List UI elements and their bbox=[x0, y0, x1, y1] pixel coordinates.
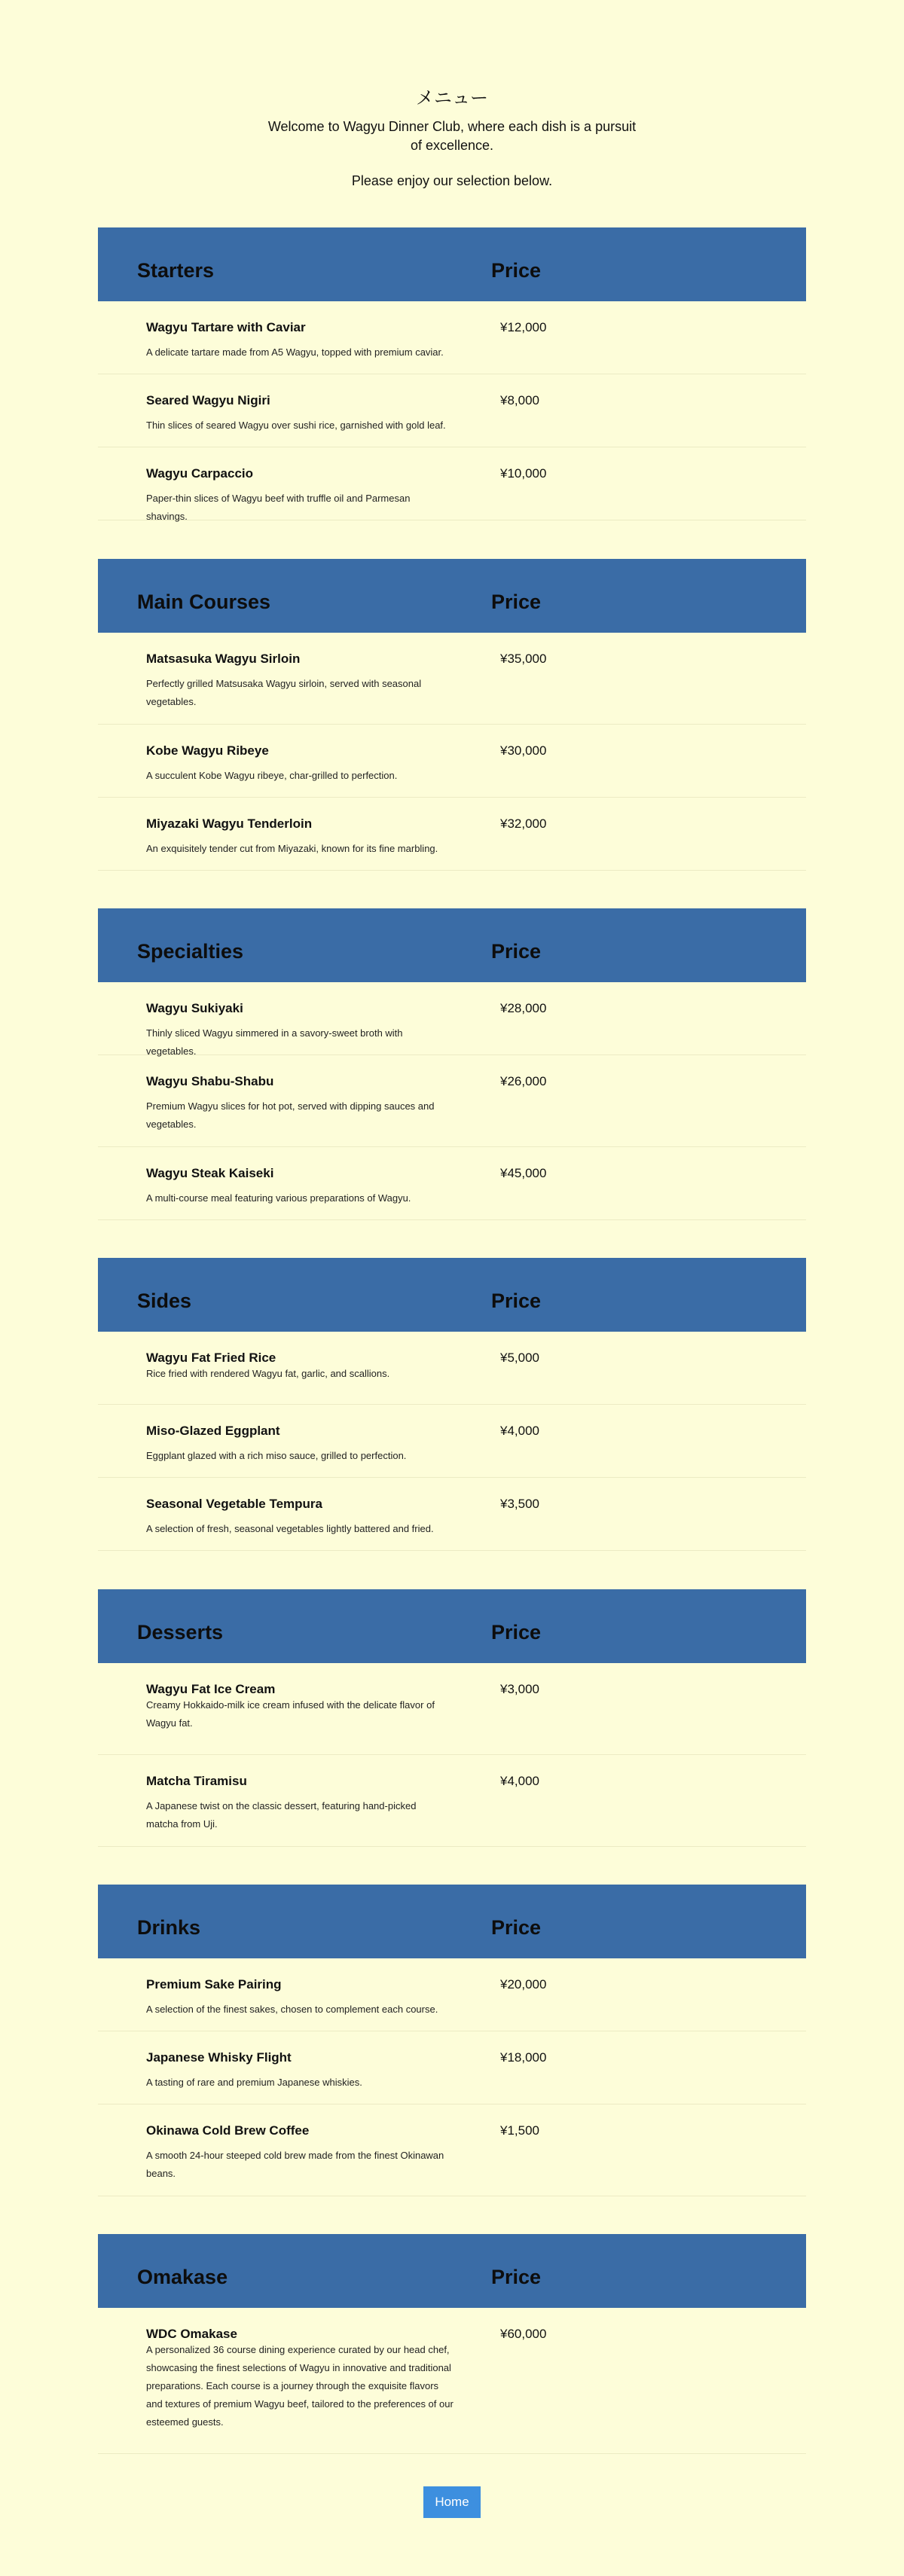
item-price: ¥3,000 bbox=[500, 1682, 539, 1696]
item-description: Premium Wagyu slices for hot pot, served with dipping sauces and vegetables. bbox=[146, 1100, 435, 1130]
section-omakase bbox=[98, 2234, 806, 2454]
menu-item bbox=[98, 633, 806, 725]
item-price: ¥35,000 bbox=[500, 652, 547, 666]
item-name: Premium Sake Pairing bbox=[146, 1977, 282, 1992]
item-name: Wagyu Carpaccio bbox=[146, 466, 254, 481]
section-header bbox=[98, 2234, 806, 2308]
section-header bbox=[98, 227, 806, 301]
item-name: Matsasuka Wagyu Sirloin bbox=[146, 652, 301, 666]
menu-item bbox=[98, 1405, 806, 1478]
item-name: Wagyu Fat Fried Rice bbox=[146, 1351, 276, 1365]
section-specialties bbox=[98, 908, 806, 1220]
item-price: ¥4,000 bbox=[500, 1424, 539, 1438]
section-sides bbox=[98, 1258, 806, 1551]
welcome-text: Welcome to Wagyu Dinner Club, where each dish is a pursuit of excellence. bbox=[267, 119, 637, 153]
section-header bbox=[98, 1589, 806, 1663]
item-name: Wagyu Sukiyaki bbox=[146, 1001, 243, 1015]
item-price: ¥26,000 bbox=[500, 1074, 547, 1088]
item-description: A smooth 24-hour steeped cold brew made from the finest Okinawan beans. bbox=[146, 2150, 444, 2179]
item-description: A delicate tartare made from A5 Wagyu, topped with premium caviar. bbox=[146, 346, 444, 358]
item-name: Miyazaki Wagyu Tenderloin bbox=[146, 816, 313, 831]
section-drinks bbox=[98, 1885, 806, 2196]
item-name: Seasonal Vegetable Tempura bbox=[146, 1497, 322, 1511]
item-description: Thin slices of seared Wagyu over sushi rice, garnished with gold leaf. bbox=[146, 420, 446, 431]
menu-item bbox=[98, 982, 806, 1055]
menu-item bbox=[98, 1055, 806, 1147]
item-name: Wagyu Shabu-Shabu bbox=[146, 1074, 274, 1088]
section-desserts bbox=[98, 1589, 806, 1847]
price-column-label: Price bbox=[491, 1290, 542, 1312]
menu-title: メニュー bbox=[416, 88, 488, 108]
item-name: Wagyu Fat Ice Cream bbox=[146, 1682, 276, 1696]
section-header bbox=[98, 1885, 806, 1958]
menu-item bbox=[98, 1147, 806, 1220]
item-price: ¥60,000 bbox=[500, 2327, 547, 2341]
item-description: A multi-course meal featuring various preparations of Wagyu. bbox=[146, 1192, 411, 1204]
menu-item bbox=[98, 301, 806, 374]
menu-item bbox=[98, 374, 806, 447]
item-description: An exquisitely tender cut from Miyazaki, known for its fine marbling. bbox=[146, 843, 438, 854]
menu-item bbox=[98, 2308, 806, 2454]
item-price: ¥8,000 bbox=[500, 393, 539, 407]
item-description: A personalized 36 course dining experience curated by our head chef, showcasing the finest selections of Wagyu in innovative and traditional preparations. Each course is a journey through the exquisite flavors and textures of premium Wagyu beef, tailored to the preferences of our esteemed guests. bbox=[146, 2344, 454, 2428]
menu-item bbox=[98, 1478, 806, 1551]
menu-item bbox=[98, 1663, 806, 1755]
price-column-label: Price bbox=[491, 1916, 542, 1939]
item-price: ¥1,500 bbox=[500, 2123, 539, 2138]
item-price: ¥30,000 bbox=[500, 743, 547, 758]
price-column-label: Price bbox=[491, 1621, 542, 1644]
item-name: Seared Wagyu Nigiri bbox=[146, 393, 270, 407]
section-header bbox=[98, 908, 806, 982]
enjoy-text: Please enjoy our selection below. bbox=[351, 173, 553, 188]
home-button[interactable]: Home bbox=[423, 2486, 481, 2518]
price-column-label: Price bbox=[491, 259, 542, 282]
item-description: A selection of fresh, seasonal vegetables lightly battered and fried. bbox=[146, 1523, 434, 1534]
item-price: ¥10,000 bbox=[500, 466, 547, 481]
section-starters bbox=[98, 227, 806, 520]
item-name: Wagyu Steak Kaiseki bbox=[146, 1166, 274, 1180]
item-name: Okinawa Cold Brew Coffee bbox=[146, 2123, 310, 2138]
price-column-label: Price bbox=[491, 2266, 542, 2288]
menu-item bbox=[98, 2031, 806, 2104]
item-price: ¥3,500 bbox=[500, 1497, 539, 1511]
menu-item bbox=[98, 1332, 806, 1405]
item-description: Creamy Hokkaido-milk ice cream infused with the delicate flavor of Wagyu fat. bbox=[146, 1699, 435, 1729]
price-column-label: Price bbox=[491, 591, 542, 613]
item-price: ¥18,000 bbox=[500, 2050, 547, 2065]
price-column-label: Price bbox=[491, 940, 542, 963]
item-price: ¥20,000 bbox=[500, 1977, 547, 1992]
item-price: ¥28,000 bbox=[500, 1001, 547, 1015]
section-main-courses bbox=[98, 559, 806, 871]
item-price: ¥5,000 bbox=[500, 1351, 539, 1365]
section-title: Specialties bbox=[137, 940, 244, 963]
item-description: Perfectly grilled Matsusaka Wagyu sirloin, served with seasonal vegetables. bbox=[146, 678, 422, 707]
section-title: Main Courses bbox=[137, 591, 271, 613]
section-title: Desserts bbox=[137, 1621, 224, 1644]
item-name: Kobe Wagyu Ribeye bbox=[146, 743, 269, 758]
item-price: ¥45,000 bbox=[500, 1166, 547, 1180]
menu-item bbox=[98, 725, 806, 798]
item-price: ¥4,000 bbox=[500, 1774, 539, 1788]
item-description: Paper-thin slices of Wagyu beef with truffle oil and Parmesan shavings. bbox=[146, 493, 411, 522]
item-price: ¥32,000 bbox=[500, 816, 547, 831]
item-description: A selection of the finest sakes, chosen to complement each course. bbox=[146, 2004, 438, 2015]
section-title: Omakase bbox=[137, 2266, 228, 2288]
item-description: A Japanese twist on the classic dessert, featuring hand-picked matcha from Uji. bbox=[146, 1800, 417, 1830]
item-description: Rice fried with rendered Wagyu fat, garlic, and scallions. bbox=[146, 1368, 390, 1379]
section-title: Drinks bbox=[137, 1916, 201, 1939]
item-price: ¥12,000 bbox=[500, 320, 547, 334]
menu-item bbox=[98, 447, 806, 520]
item-description: A tasting of rare and premium Japanese whiskies. bbox=[146, 2077, 362, 2088]
item-name: Matcha Tiramisu bbox=[146, 1774, 247, 1788]
item-description: A succulent Kobe Wagyu ribeye, char-grilled to perfection. bbox=[146, 770, 398, 781]
menu-item bbox=[98, 1958, 806, 2031]
section-title: Sides bbox=[137, 1290, 192, 1312]
item-description: Thinly sliced Wagyu simmered in a savory-sweet broth with vegetables. bbox=[146, 1027, 403, 1057]
menu-item bbox=[98, 2104, 806, 2196]
item-description: Eggplant glazed with a rich miso sauce, grilled to perfection. bbox=[146, 1450, 407, 1461]
item-name: Miso-Glazed Eggplant bbox=[146, 1424, 280, 1438]
item-name: Wagyu Tartare with Caviar bbox=[146, 320, 306, 334]
menu-item bbox=[98, 798, 806, 871]
item-name: Japanese Whisky Flight bbox=[146, 2050, 292, 2065]
item-name: WDC Omakase bbox=[146, 2327, 237, 2341]
menu-item bbox=[98, 1755, 806, 1847]
section-header bbox=[98, 559, 806, 633]
section-title: Starters bbox=[137, 259, 215, 282]
section-header bbox=[98, 1258, 806, 1332]
